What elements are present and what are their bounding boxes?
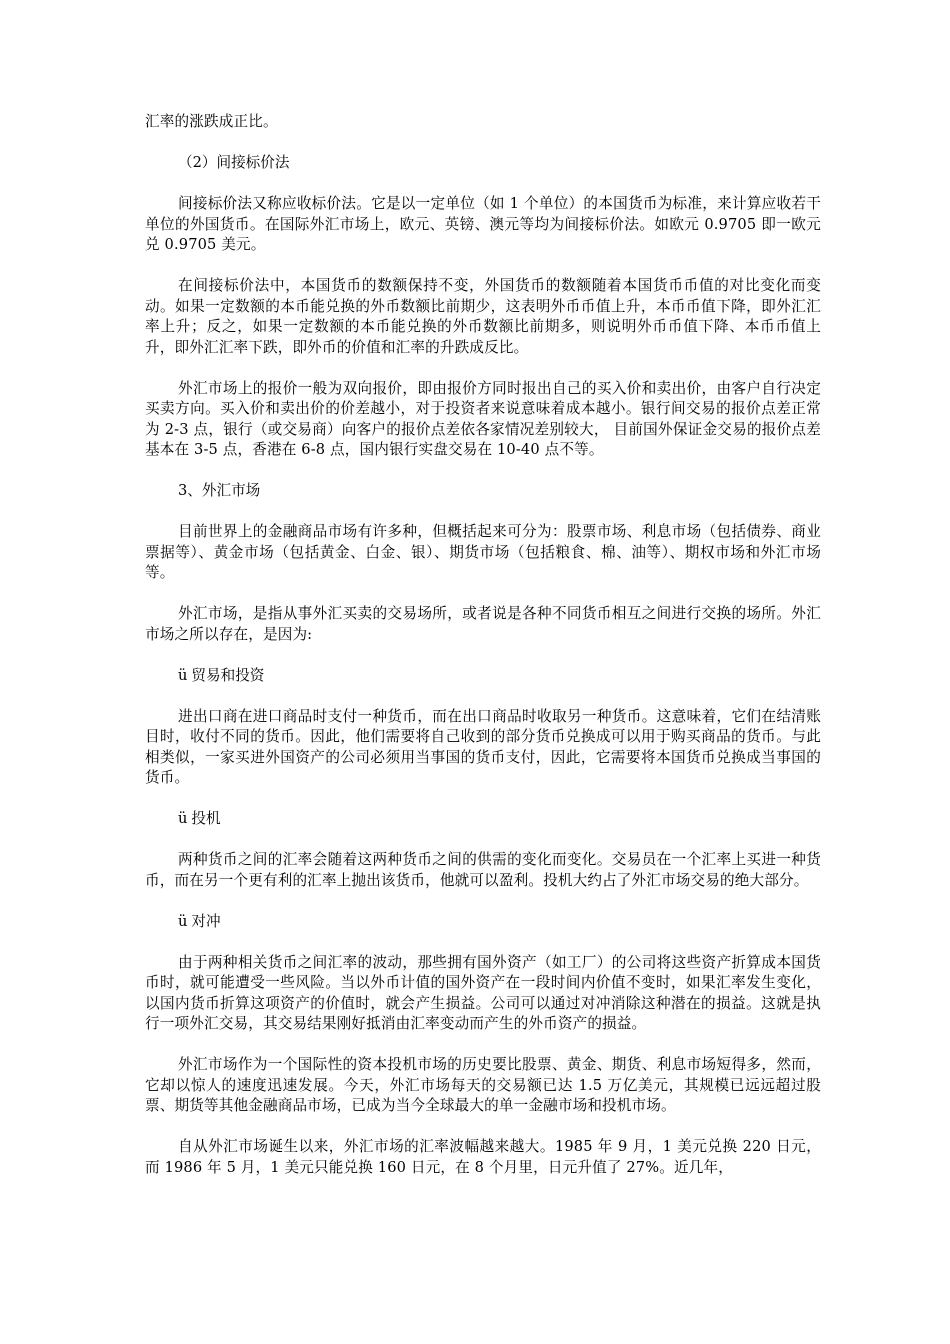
bullet-hedging — [145, 912, 821, 933]
paragraph-indirect-mechanism: 在间接标价法中，本国货币的数额保持不变，外国货币的数额随着本国货币币值的对比变化而变动。如果一定数额的本币能兑换的外币数额比前期少，这表明外币币值上升，本币币值下降，即外汇汇率上升；反之，如果一定数额的本币能兑换的外币数额比前期多，则说明外币币值下降、本币币值上升，即外汇汇率下跌，即外币的价值和汇率的升跌成反比。 — [145, 277, 821, 356]
section-heading-forex-market: 3、外汇市场 — [178, 482, 261, 499]
bullet-label: 贸易和投资 — [191, 666, 265, 684]
bullet-trade-investment — [145, 666, 821, 687]
paragraph-volatility: 自从外汇市场诞生以来，外汇市场的汇率波幅越来越大。1985 年 9 月，1 美元兑换 220 日元，而 1986 年 5 月，1 美元只能兑换 160 日元，在 8 个月里，日元升值了 27%。近几年， — [145, 1138, 821, 1176]
paragraph-market-scale: 外汇市场作为一个国际性的资本投机市场的历史要比股票、黄金、期货、利息市场短得多，然而，它却以惊人的速度迅速发展。今天，外汇市场每天的交易额已达 1.5 万亿美元，其规模已远远超过股票、期货等其他金融商品市场，已成为当今全球最大的单一金融市场和投机市场。 — [145, 1056, 821, 1114]
document-page — [145, 112, 821, 1199]
checkmark-bullet-icon: ü — [178, 666, 188, 684]
paragraph-forex-definition: 外汇市场，是指从事外汇买卖的交易场所，或者说是各种不同货币相互之间进行交换的场所。外汇市场之所以存在，是因为: — [145, 605, 821, 643]
bullet-label: 对冲 — [191, 912, 221, 930]
paragraph-hedging: 由于两种相关货币之间汇率的波动，那些拥有国外资产（如工厂）的公司将这些资产折算成本国货币时，就可能遭受一些风险。当以外币计值的国外资产在一段时间内价值不变时，如果汇率发生变化，以国内货币折算这项资产的价值时，就会产生损益。公司可以通过对冲消除这种潜在的损益。这就是执行一项外汇交易，其交易结果刚好抵消由汇率变动而产生的外币资产的损益。 — [145, 953, 821, 1032]
paragraph-financial-markets: 目前世界上的金融商品市场有许多种，但概括起来可分为：股票市场、利息市场（包括债券、商业票据等）、黄金市场（包括黄金、白金、银）、期货市场（包括粮食、棉、油等）、期权市场和外汇市场等。 — [145, 523, 821, 581]
paragraph-continuation: 汇率的涨跌成正比。 — [145, 113, 278, 130]
paragraph-indirect-definition: 间接标价法又称应收标价法。它是以一定单位（如 1 个单位）的本国货币为标准，来计算应收若干单位的外国货币。在国际外汇市场上，欧元、英镑、澳元等均为间接标价法。如欧元 0.9705 即一欧元兑 0.9705 美元。 — [145, 195, 821, 253]
checkmark-bullet-icon: ü — [178, 810, 188, 827]
bullet-label: 投机 — [191, 810, 221, 827]
section-heading-indirect-quotation: （2）间接标价法 — [178, 154, 290, 171]
bullet-speculation — [145, 809, 821, 830]
paragraph-two-way-quote: 外汇市场上的报价一般为双向报价，即由报价方同时报出自己的买入价和卖出价，由客户自行决定买卖方向。买入价和卖出价的价差越小，对于投资者来说意味着成本越小。银行间交易的报价点差正常为 2-3 点，银行（或交易商）向客户的报价点差依各家情况差别较大， 目前国外保证金交易的报价点差基本在 3-5 点，香港在 6-8 点，国内银行实盘交易在 10-40 点不等。 — [145, 379, 821, 458]
checkmark-bullet-icon: ü — [178, 912, 188, 930]
paragraph-trade-investment: 进出口商在进口商品时支付一种货币，而在出口商品时收取另一种货币。这意味着，它们在结清账目时，收付不同的货币。因此，他们需要将自己收到的部分货币兑换成可以用于购买商品的货币。与此相类似，一家买进外国资产的公司必须用当事国的货币支付，因此，它需要将本国货币兑换成当事国的货币。 — [145, 707, 821, 786]
paragraph-speculation: 两种货币之间的汇率会随着这两种货币之间的供需的变化而变化。交易员在一个汇率上买进一种货币，而在另一个更有利的汇率上抛出该货币，他就可以盈利。投机大约占了外汇市场交易的绝大部分。 — [145, 851, 821, 889]
